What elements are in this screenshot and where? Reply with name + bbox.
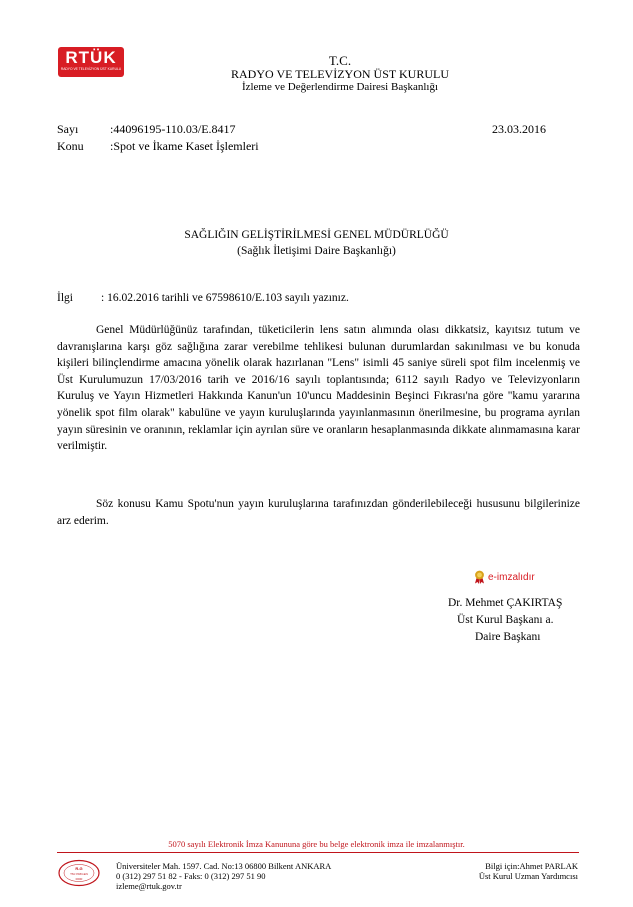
footer-divider <box>57 852 579 853</box>
ilgi-text: : 16.02.2016 tarihli ve 67598610/E.103 sayılı yazınız. <box>101 292 349 304</box>
esign-mark <box>474 570 535 584</box>
footer-address: Üniversiteler Mah. 1597. Cad. No:13 06800 Bilkent ANKARA <box>116 861 332 871</box>
footer-contact-person: Bilgi için:Ahmet PARLAK <box>485 861 578 871</box>
seal-text-mid: TM-YIRD-EN <box>70 872 88 876</box>
logo-subtitle: RADYO VE TELEVİZYON ÜST KURULU <box>60 67 122 71</box>
footer-contact-title: Üst Kurul Uzman Yardımcısı <box>478 871 578 881</box>
konu-value: :Spot ve İkame Kaset İşlemleri <box>110 139 259 153</box>
quality-seal-icon <box>57 859 101 887</box>
header-institution: RADYO VE TELEVİZYON ÜST KURULU <box>231 67 449 81</box>
esign-label: e-imzalıdır <box>488 571 535 583</box>
footer-contact-block <box>116 861 331 891</box>
rosette-icon <box>474 570 485 584</box>
seal-text-bottom: 0000 <box>75 877 83 881</box>
konu-label: Konu <box>57 139 84 153</box>
recipient-unit: (Sağlık İletişimi Daire Başkanlığı) <box>237 245 396 257</box>
signer-title-2: Daire Başkanı <box>475 631 541 643</box>
recipient-name: SAĞLIĞIN GELİŞTİRİLMESİ GENEL MÜDÜRLÜĞÜ <box>184 229 449 241</box>
footer-info-block <box>430 861 578 881</box>
sayi-label: Sayı <box>57 122 79 136</box>
e-signature-legal-notice: 5070 sayılı Elektronik İmza Kanununa göre bu belge elektronik imza ile imzalanmıştır. <box>168 839 465 849</box>
sayi-value: :44096195-110.03/E.8417 <box>110 122 236 136</box>
footer-email[interactable]: izleme@rtuk.gov.tr <box>116 881 182 891</box>
body-paragraph-2: Söz konusu Kamu Spotu'nun yayın kuruluşlarına tarafınızdan gönderilebileceği hususunu bilgilerinize arz ederim. <box>57 498 580 527</box>
header-line-tc: T.C. <box>328 53 352 68</box>
logo-text: RTÜK <box>65 48 117 67</box>
body-paragraph-1: Genel Müdürlüğünüz tarafından, tüketicilerin lens satın alımında olası dikkatsiz, kayıtsız tutum ve davranışlarına karşı göz sağlığına zarar verebilme tehlikesi bulunan durumlardan sakınılması ve bu konuda kişileri bilinçlendirme amacına yönelik olarak hazırlanan "Lens" isimli 45 saniye süreli spot film incelenmiş ve Üst Kurulumuzun 17/03/2016 tarih ve 2016/16 sayılı toplantısında; 6112 sayılı Radyo ve Televizyonların Kuruluş ve Yayın Hizmetleri Hakkında Kanun'un 10'uncu Maddesinin Beşinci Fıkrası'na göre "kamu yararına yönelik spot film olarak" kabulüne ve yayın kuruluşlarında yayınlanmasının önerilmesine, bu programa ayrılan yayın süresinin ve oranının, reklamlar için ayrılan süre ve oranların hesaplanmasında dikkate alınmamasına karar verilmiştir. <box>57 324 580 453</box>
signer-title-1: Üst Kurul Başkanı a. <box>457 614 554 626</box>
document-date: 23.03.2016 <box>492 122 546 136</box>
rtuk-logo <box>58 47 124 77</box>
header-department: İzleme ve Değerlendirme Dairesi Başkanlığı <box>241 81 439 93</box>
signer-name: Dr. Mehmet ÇAKIRTAŞ <box>448 597 563 609</box>
seal-text-top: R-G <box>75 866 83 871</box>
ilgi-label: İlgi <box>57 292 73 304</box>
footer-phone-fax: 0 (312) 297 51 82 - Faks: 0 (312) 297 51 90 <box>116 871 266 881</box>
